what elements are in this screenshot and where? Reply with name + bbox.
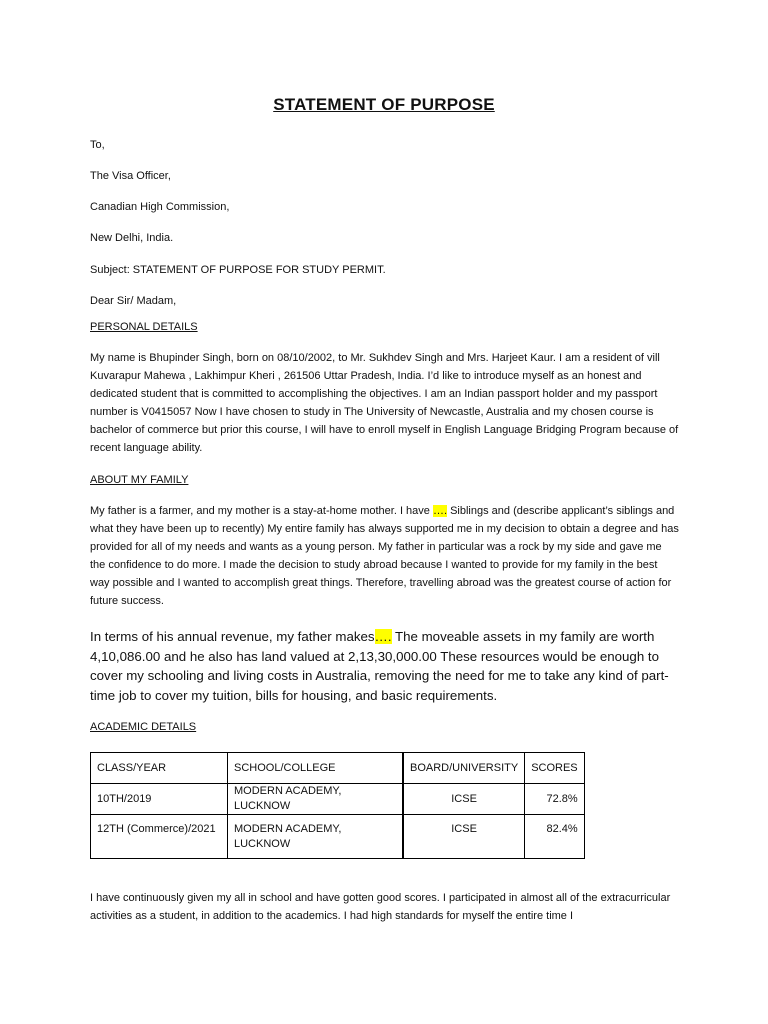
- text-run: Siblings and (describe applicant’s siblings and what they have been up to recently) My entire family has always supported me in my decision to obtain a degree and has provided for all of my needs and wants as a young person. My father in particular was a rock by my side and gave me the confidence to do more. I made the decision to study abroad because I wanted to provide for my family in the best way possible and I wanted to accomplish great things. Therefore, travelling abroad was the greatest course of action for future success.: [90, 505, 679, 607]
- text-run: The moveable assets in my family are worth 4,10,086.00 and he also has land valued at 2,13,30,000.00 These resources would be enough to cover my schooling and living costs in Australia, removing the need for me to take any kind of part-time job to cover my tuition, bills for housing, and basic requirements.: [90, 629, 669, 703]
- table-cell: 10TH/2019: [91, 784, 228, 815]
- table-header-cell: BOARD/UNIVERSITY: [403, 753, 525, 784]
- address-to: To,: [90, 139, 105, 151]
- table-cell: ICSE: [403, 784, 525, 815]
- section-heading-personal: PERSONAL DETAILS: [90, 321, 198, 333]
- table-header-cell: SCHOOL/COLLEGE: [228, 753, 404, 784]
- address-city: New Delhi, India.: [90, 232, 174, 244]
- address-commission: Canadian High Commission,: [90, 201, 230, 213]
- subject-line: Subject: STATEMENT OF PURPOSE FOR STUDY PERMIT.: [90, 264, 386, 276]
- paragraph-family-2: [90, 627, 690, 705]
- table-header-row: [91, 753, 585, 784]
- table-cell: 82.4%: [525, 815, 584, 859]
- document-title: STATEMENT OF PURPOSE: [273, 95, 495, 114]
- table-cell: MODERN ACADEMY, LUCKNOW: [228, 815, 404, 859]
- table-cell: 12TH (Commerce)/2021: [91, 815, 228, 859]
- table-row: [91, 815, 585, 859]
- paragraph-closing: I have continuously given my all in school and have gotten good scores. I participated in almost all of the extracurricular activities as a student, in addition to the academics. I had high standards for myself the entire time I: [90, 892, 671, 922]
- highlight-placeholder: ….: [374, 629, 392, 644]
- address-officer: The Visa Officer,: [90, 170, 171, 182]
- paragraph-family-1: [90, 502, 680, 610]
- academic-table: [90, 752, 585, 859]
- table-row: [91, 784, 585, 815]
- highlight-placeholder: ….: [432, 505, 448, 517]
- section-heading-academic: ACADEMIC DETAILS: [90, 721, 197, 733]
- table-cell: ICSE: [403, 815, 525, 859]
- paragraph-personal: My name is Bhupinder Singh, born on 08/10/2002, to Mr. Sukhdev Singh and Mrs. Harjeet Kaur. I am a resident of vill Kuvarapur Mahewa , Lakhimpur Kheri , 261506 Uttar Pradesh, India. I’d like to introduce myself as an honest and dedicated student that is committed to accomplishing the objectives. I am an Indian passport holder and my passport number is V0415057 Now I have chosen to study in The University of Newcastle, Australia and my chosen course is bachelor of commerce but prior this course, I will have to enroll myself in English Language Bridging Program because of recent language ability.: [90, 352, 679, 454]
- text-run: My father is a farmer, and my mother is a stay-at-home mother. I have: [90, 505, 433, 517]
- text-run: In terms of his annual revenue, my father makes: [90, 629, 375, 644]
- salutation: Dear Sir/ Madam,: [90, 295, 177, 307]
- table-header-cell: SCORES: [525, 753, 584, 784]
- table-header-cell: CLASS/YEAR: [91, 753, 228, 784]
- table-cell: 72.8%: [525, 784, 584, 815]
- table-cell: MODERN ACADEMY, LUCKNOW: [228, 784, 404, 815]
- section-heading-family: ABOUT MY FAMILY: [90, 474, 189, 486]
